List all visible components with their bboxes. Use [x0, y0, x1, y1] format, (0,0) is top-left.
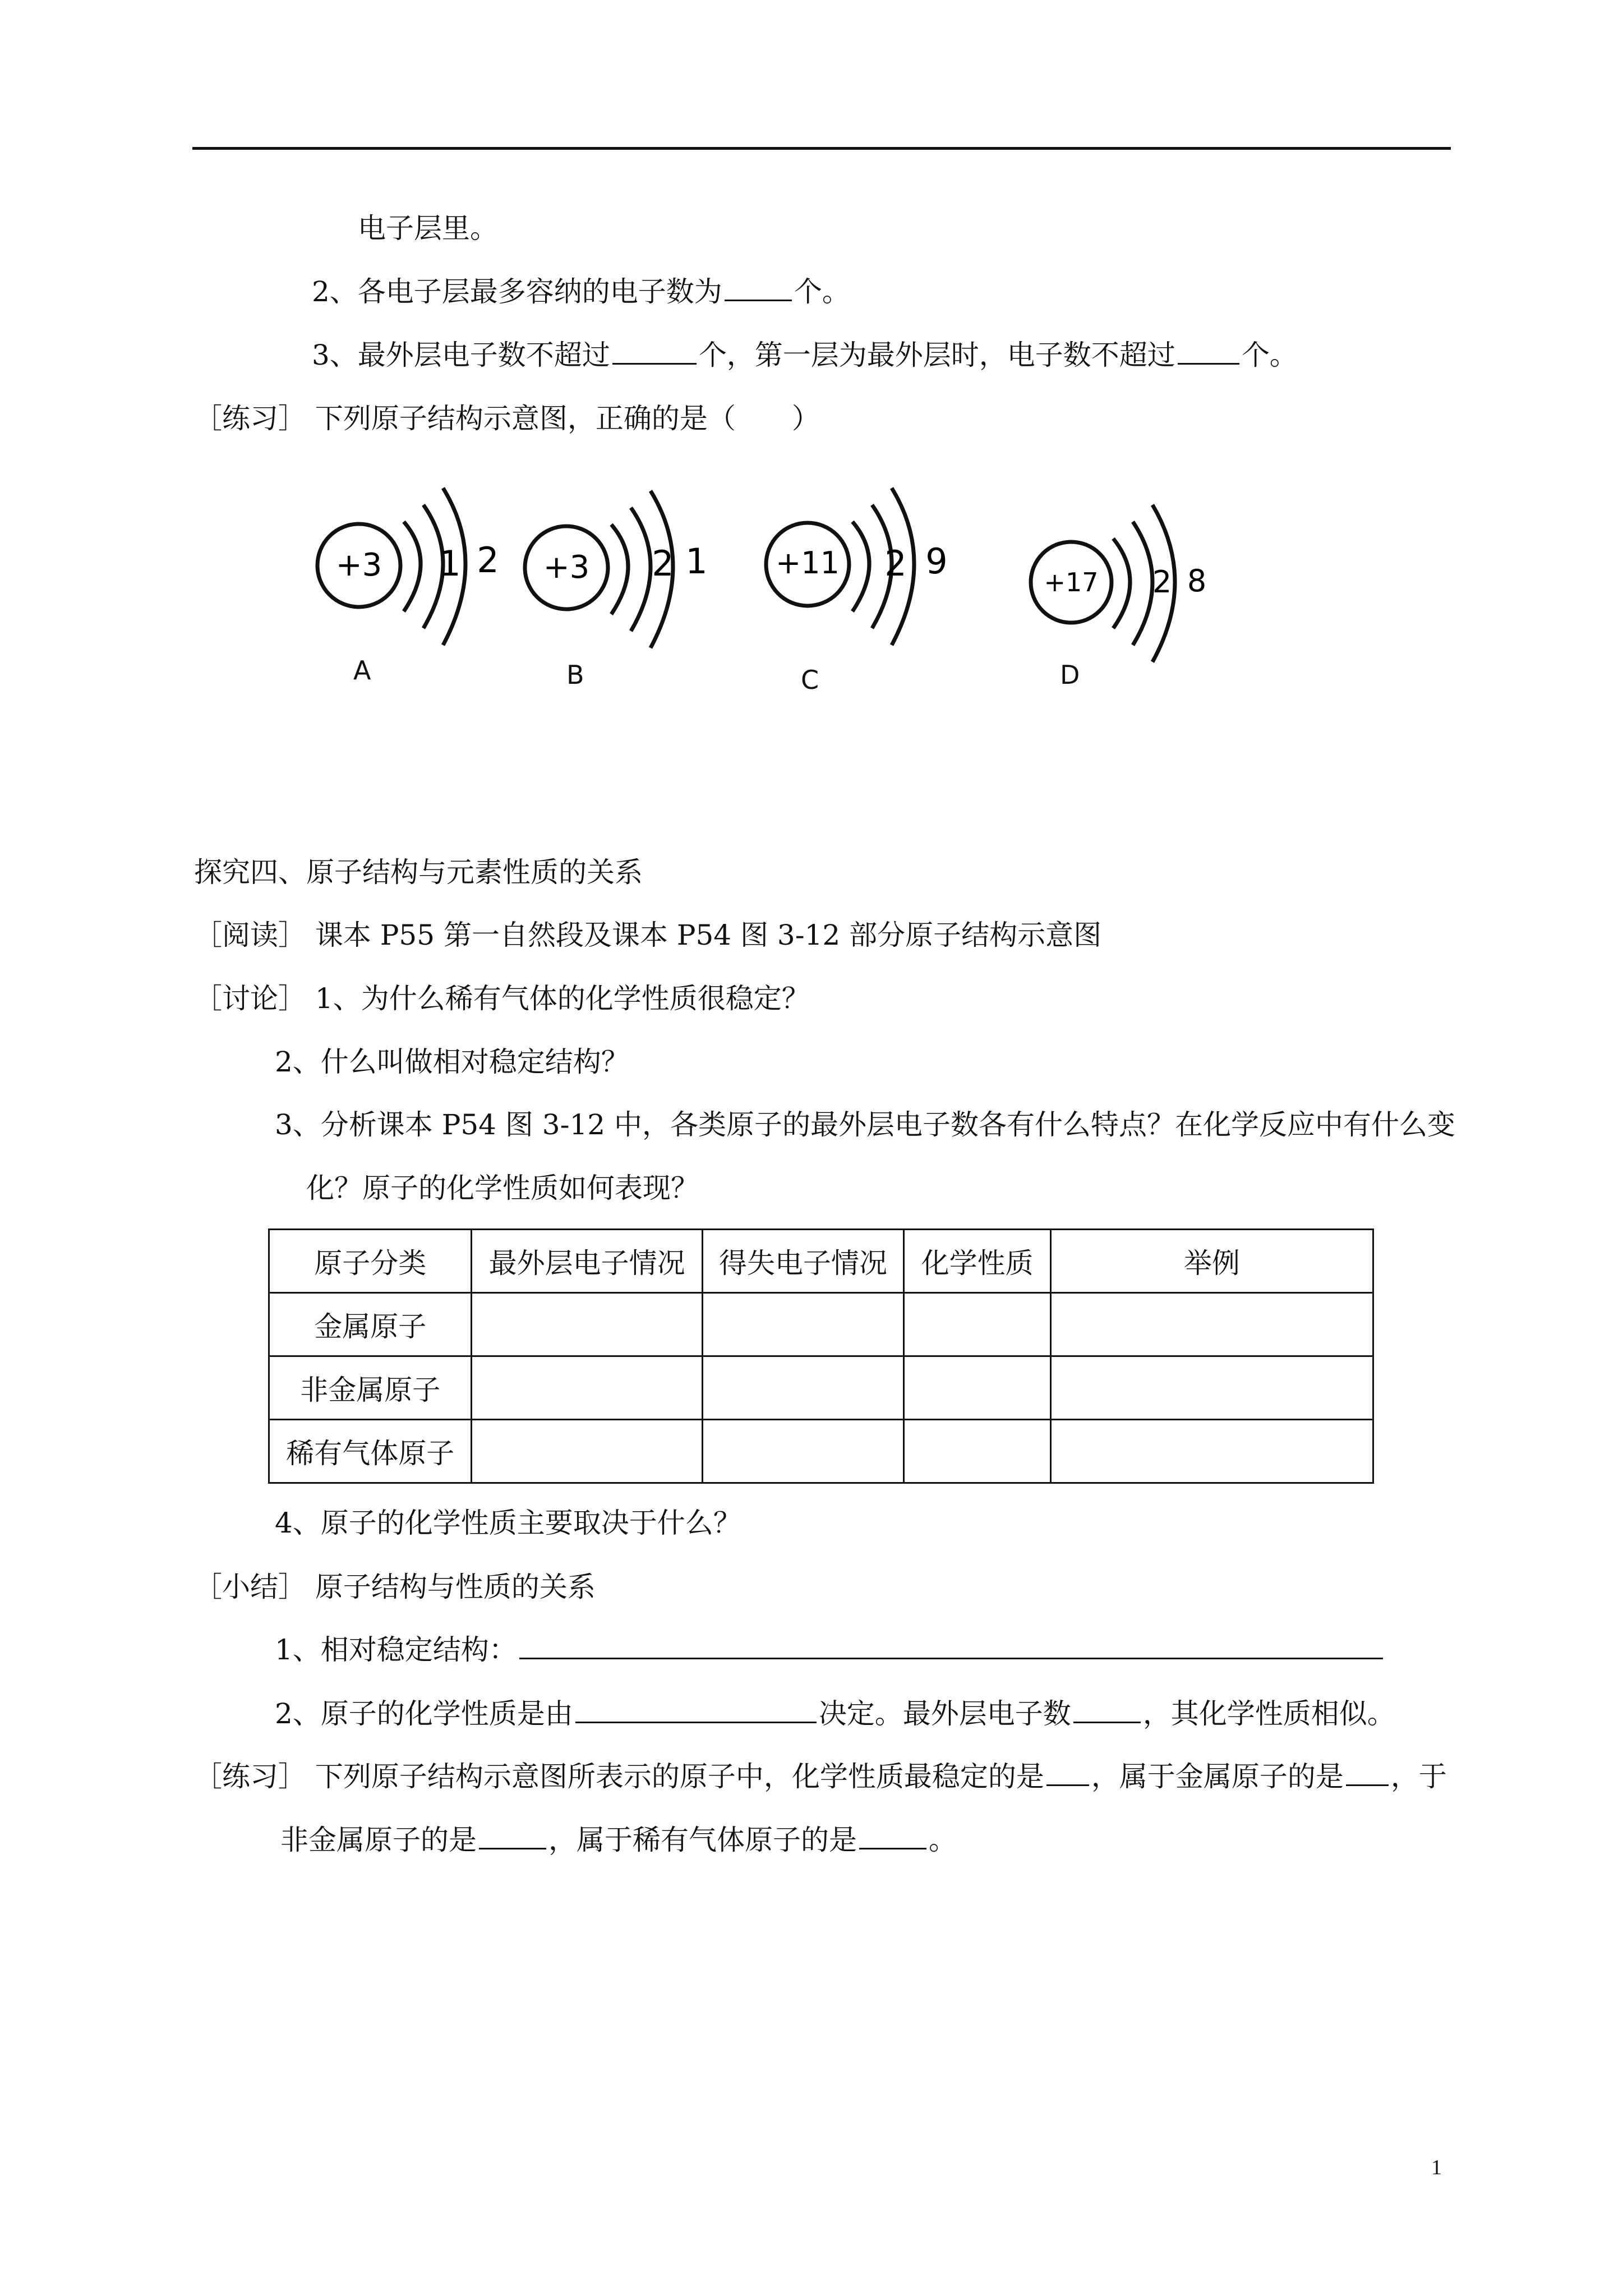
practice-2 — [194, 1757, 1447, 1796]
answer-blank[interactable] — [575, 1696, 817, 1723]
option-label: B — [566, 660, 584, 690]
discussion-3-cont: 化？原子的化学性质如何表现？ — [306, 1172, 699, 1204]
nucleus-label: +11 — [776, 545, 840, 581]
practice-2-cont-text: 非金属原子的是 — [280, 1824, 477, 1856]
table-cell[interactable] — [1050, 1293, 1373, 1356]
nucleus-label: +3 — [335, 547, 382, 583]
table-cell[interactable] — [472, 1293, 702, 1356]
answer-blank[interactable] — [479, 1822, 546, 1849]
summary-2-text-end: ，其化学性质相似。 — [1142, 1697, 1395, 1730]
atom-diagram-b — [510, 477, 723, 712]
table-row — [269, 1293, 1373, 1356]
atom-diagram-c — [763, 477, 976, 712]
shell-count-label: 2 — [884, 543, 907, 584]
table-cell[interactable] — [702, 1293, 903, 1356]
practice-1: ［练习］ 下列原子结构示意图，正确的是（ ） — [194, 402, 820, 435]
option-label: C — [801, 665, 819, 695]
table-cell[interactable] — [702, 1356, 903, 1420]
atom-diagrams — [303, 477, 1256, 712]
practice-2-text-end: ，于 — [1390, 1760, 1447, 1793]
atom-structure-icon — [303, 477, 516, 712]
rule-3 — [312, 335, 1298, 375]
table-header: 最外层电子情况 — [472, 1230, 702, 1293]
table-row — [269, 1356, 1373, 1420]
shell-count-label: 1 — [685, 541, 708, 582]
summary-2-text-mid: 决定。最外层电子数 — [818, 1697, 1071, 1730]
practice-2-cont-end: 。 — [929, 1824, 957, 1856]
practice-2-cont-mid: ，属于稀有气体原子的是 — [548, 1824, 857, 1856]
rule-3-text-end: 个。 — [1241, 339, 1298, 371]
shell-count-label: 9 — [925, 541, 948, 582]
atom-structure-icon — [763, 477, 976, 712]
header-rule — [192, 147, 1451, 150]
table-cell[interactable] — [1050, 1356, 1373, 1420]
option-label: D — [1060, 660, 1080, 690]
table-header-row — [269, 1230, 1373, 1293]
answer-blank[interactable] — [1046, 1759, 1089, 1786]
answer-blank[interactable] — [1073, 1696, 1141, 1723]
table-cell[interactable] — [472, 1420, 702, 1483]
practice-2-cont — [280, 1820, 957, 1860]
practice-2-text: ［练习］ 下列原子结构示意图所表示的原子中，化学性质最稳定的是 — [194, 1760, 1044, 1793]
shell-count-label: 2 — [1152, 564, 1172, 600]
answer-blank[interactable] — [519, 1632, 1383, 1659]
summary-2 — [275, 1694, 1395, 1733]
continued-text: 电子层里。 — [358, 212, 498, 245]
shell-count-label: 1 — [439, 543, 461, 584]
atom-structure-icon — [1015, 477, 1228, 712]
discussion-4: 4、原子的化学性质主要取决于什么？ — [275, 1507, 741, 1539]
shell-count-label: 2 — [477, 540, 499, 581]
table-row — [269, 1420, 1373, 1483]
table-cell[interactable] — [1050, 1420, 1373, 1483]
rule-2-text: 2、各电子层最多容纳的电子数为 — [312, 275, 722, 308]
table-row-label: 非金属原子 — [269, 1356, 472, 1420]
section-4-heading: 探究四、原子结构与元素性质的关系 — [194, 856, 643, 889]
answer-blank[interactable] — [1178, 337, 1239, 365]
table-header: 举例 — [1050, 1230, 1373, 1293]
atom-diagram-a — [303, 477, 516, 712]
answer-blank[interactable] — [1346, 1759, 1389, 1786]
discussion-3: 3、分析课本 P54 图 3-12 中，各类原子的最外层电子数各有什么特点？在化学反应中有什么变 — [275, 1108, 1455, 1141]
rule-3-text: 3、最外层电子数不超过 — [312, 339, 610, 371]
option-label: A — [353, 655, 371, 685]
table-row-label: 金属原子 — [269, 1293, 472, 1356]
rule-2-text-end: 个。 — [794, 275, 850, 308]
atom-structure-icon — [510, 477, 723, 712]
nucleus-label: +17 — [1044, 567, 1099, 597]
table-header: 化学性质 — [904, 1230, 1051, 1293]
table-cell[interactable] — [904, 1293, 1051, 1356]
summary-1-text: 1、相对稳定结构： — [275, 1634, 517, 1666]
table-header: 原子分类 — [269, 1230, 472, 1293]
atom-diagram-d — [1015, 477, 1228, 712]
answer-blank[interactable] — [859, 1822, 926, 1849]
summary-2-text: 2、原子的化学性质是由 — [275, 1697, 573, 1730]
summary-1 — [275, 1630, 1385, 1669]
discussion-1: ［讨论］ 1、为什么稀有气体的化学性质很稳定？ — [194, 982, 810, 1015]
rule-2 — [312, 272, 850, 311]
shell-count-label: 8 — [1187, 563, 1207, 599]
table-row-label: 稀有气体原子 — [269, 1420, 472, 1483]
reading-line: ［阅读］ 课本 P55 第一自然段及课本 P54 图 3-12 部分原子结构示意图 — [194, 919, 1102, 951]
table-header: 得失电子情况 — [702, 1230, 903, 1293]
practice-2-text-mid: ，属于金属原子的是 — [1091, 1760, 1344, 1793]
answer-blank[interactable] — [725, 274, 792, 301]
nucleus-label: +3 — [543, 549, 590, 586]
table-cell[interactable] — [904, 1356, 1051, 1420]
table-cell[interactable] — [472, 1356, 702, 1420]
atom-classification-table — [268, 1228, 1374, 1484]
answer-blank[interactable] — [612, 337, 697, 365]
table-cell[interactable] — [702, 1420, 903, 1483]
discussion-2: 2、什么叫做相对稳定结构？ — [275, 1046, 629, 1078]
rule-3-text-mid: 个，第一层为最外层时，电子数不超过 — [698, 339, 1175, 371]
summary-heading: ［小结］ 原子结构与性质的关系 — [194, 1571, 596, 1603]
shell-count-label: 2 — [652, 543, 674, 584]
page-number: 1 — [1431, 2156, 1442, 2179]
table-cell[interactable] — [904, 1420, 1051, 1483]
